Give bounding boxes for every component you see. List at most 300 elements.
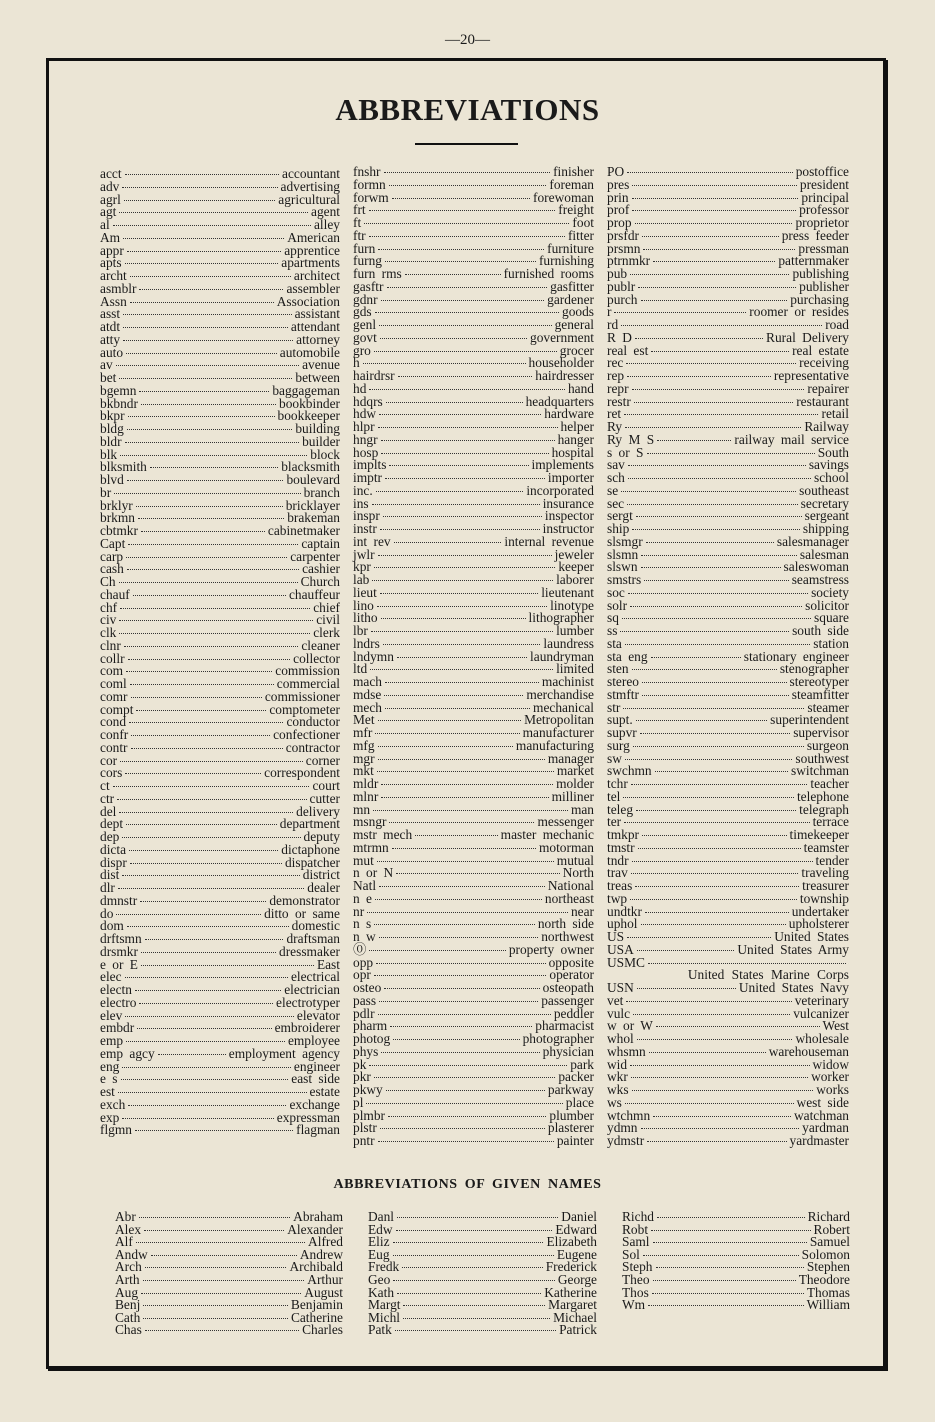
dot-leader xyxy=(384,695,523,696)
abbreviation: mdse xyxy=(353,686,382,702)
abbreviation: collr xyxy=(100,650,125,666)
abbreviation-meaning: hand xyxy=(567,380,594,396)
dot-leader xyxy=(122,875,299,876)
abbreviation-meaning: Patrick xyxy=(559,1322,597,1338)
dot-leader xyxy=(651,351,789,352)
abbreviation-meaning: pharmacist xyxy=(535,1018,594,1034)
abbreviation: elev xyxy=(100,1007,123,1023)
abbreviation-meaning: president xyxy=(799,176,849,192)
abbreviation-meaning: steamfitter xyxy=(791,686,849,702)
dot-leader xyxy=(141,404,276,405)
abbreviation: jwlr xyxy=(353,546,375,562)
abbreviation: Natl xyxy=(353,878,377,893)
abbreviation-meaning: Railway xyxy=(804,419,849,434)
abbreviation-meaning: Association xyxy=(276,293,340,309)
abbreviation-meaning: switchman xyxy=(790,763,849,779)
abbreviation: mstr mech xyxy=(353,827,413,842)
abbreviation: hdqrs xyxy=(353,393,383,409)
abbreviation: wkr xyxy=(607,1069,628,1085)
title-rule xyxy=(415,143,518,145)
abbreviation: hlpr xyxy=(353,419,375,434)
abbreviation: ct xyxy=(100,778,110,793)
abbreviation-meaning: tender xyxy=(815,852,849,868)
abbreviation: dom xyxy=(100,918,124,934)
dot-leader xyxy=(377,771,554,772)
abbreviation-meaning: telephone xyxy=(796,788,849,804)
abbreviation-meaning: Frederick xyxy=(545,1259,597,1275)
abbreviation-meaning: helper xyxy=(560,419,594,434)
abbreviation-meaning: retail xyxy=(821,406,849,422)
abbreviation: electro xyxy=(100,994,137,1010)
abbreviation-entry xyxy=(607,839,849,855)
abbreviation-meaning: department xyxy=(279,816,340,832)
dot-leader xyxy=(376,963,546,964)
abbreviation-meaning: packer xyxy=(558,1069,594,1085)
abbreviation-meaning: vulcanizer xyxy=(793,1005,849,1021)
abbreviation: plmbr xyxy=(353,1107,385,1123)
dot-leader xyxy=(632,861,813,862)
abbreviation: msngr xyxy=(353,814,387,830)
abbreviation: uphol xyxy=(607,916,638,932)
abbreviation-meaning: mechanical xyxy=(533,699,594,715)
abbreviation-meaning: peddler xyxy=(553,1005,594,1021)
dot-leader xyxy=(656,1267,804,1268)
abbreviation: forwm xyxy=(353,189,389,205)
abbreviation-meaning: hanger xyxy=(557,431,594,447)
dot-leader xyxy=(376,491,524,492)
dot-leader xyxy=(128,659,291,660)
abbreviation: tchr xyxy=(607,776,628,791)
abbreviation-meaning: internal revenue xyxy=(504,533,594,549)
abbreviation-meaning: alley xyxy=(313,217,340,232)
dot-leader xyxy=(118,888,304,889)
dot-leader xyxy=(369,950,505,951)
abbreviation: acct xyxy=(100,166,122,181)
dot-leader xyxy=(630,899,797,900)
dot-leader xyxy=(135,990,281,991)
abbreviation-meaning: linotype xyxy=(550,597,594,613)
dot-leader xyxy=(625,427,801,428)
dot-leader xyxy=(143,1280,305,1281)
dot-leader xyxy=(117,799,306,800)
abbreviation-meaning: publisher xyxy=(799,278,849,294)
abbreviation: ftr xyxy=(353,227,366,243)
dot-leader xyxy=(124,646,299,647)
abbreviation: pub xyxy=(607,266,628,281)
dot-leader xyxy=(125,773,261,774)
abbreviation-meaning: milliner xyxy=(551,788,594,804)
abbreviation: cors xyxy=(100,765,123,781)
abbreviation: tel xyxy=(607,788,621,804)
abbreviation-meaning: shipping xyxy=(802,521,849,536)
abbreviation-meaning: Church xyxy=(300,574,340,589)
abbreviation: clk xyxy=(100,625,117,640)
dot-leader xyxy=(127,251,281,252)
abbreviation: hdw xyxy=(353,406,377,422)
abbreviation-meaning: dressmaker xyxy=(279,943,340,959)
abbreviation-meaning: southwest xyxy=(795,750,849,766)
dot-leader xyxy=(145,1267,287,1268)
dot-leader xyxy=(131,735,270,736)
dot-leader xyxy=(139,391,269,392)
dot-leader xyxy=(623,708,804,709)
dot-leader xyxy=(648,963,846,964)
abbreviation-column-1 xyxy=(100,168,340,1137)
abbreviation-meaning: stereotyper xyxy=(789,674,849,689)
dot-leader xyxy=(130,302,274,303)
dot-leader xyxy=(120,608,310,609)
dot-leader xyxy=(396,873,560,874)
abbreviation-meaning: instructor xyxy=(542,521,594,536)
abbreviation-meaning: block xyxy=(310,446,340,462)
abbreviation-meaning: American xyxy=(287,229,340,245)
dot-leader xyxy=(123,340,293,341)
abbreviation-meaning: conductor xyxy=(286,714,340,730)
abbreviation: av xyxy=(100,357,113,373)
abbreviation-meaning: inspector xyxy=(544,508,594,524)
abbreviation: emp agcy xyxy=(100,1045,155,1061)
abbreviation: Steph xyxy=(622,1259,653,1275)
abbreviation: sta eng xyxy=(607,648,648,664)
abbreviation-meaning: court xyxy=(312,778,340,793)
dot-leader xyxy=(144,1230,284,1231)
abbreviation-meaning: commercial xyxy=(276,676,340,691)
dot-leader xyxy=(635,223,793,224)
dot-leader xyxy=(624,414,818,415)
dot-leader xyxy=(380,338,527,339)
abbreviation-meaning: agent xyxy=(311,204,340,220)
abbreviation: ltd xyxy=(353,661,368,677)
abbreviation-meaning: gasfitter xyxy=(550,278,594,294)
abbreviation-entry xyxy=(115,1324,343,1337)
abbreviation: prin xyxy=(607,189,629,205)
abbreviation-meaning: foot xyxy=(572,215,594,230)
dot-leader xyxy=(632,389,805,390)
abbreviation: Assn xyxy=(100,293,127,309)
dot-leader xyxy=(641,924,786,925)
dot-leader xyxy=(397,1217,558,1218)
dot-leader xyxy=(398,376,533,377)
abbreviation: dlr xyxy=(100,880,115,895)
abbreviation-entry xyxy=(353,1043,594,1059)
abbreviation: Wm xyxy=(622,1297,646,1313)
abbreviation: litho xyxy=(353,610,378,626)
dot-leader xyxy=(623,797,794,798)
abbreviation-entry xyxy=(100,780,340,793)
abbreviation: asst xyxy=(100,306,121,322)
abbreviation-meaning: laundress xyxy=(543,635,594,651)
abbreviation-meaning: blacksmith xyxy=(281,459,340,475)
dot-leader xyxy=(631,873,799,874)
abbreviation: lndymn xyxy=(353,648,394,664)
dot-leader xyxy=(625,1103,794,1104)
abbreviation-meaning: North xyxy=(562,865,594,881)
dot-leader xyxy=(126,824,277,825)
dot-leader xyxy=(375,312,559,313)
abbreviation-meaning: supervisor xyxy=(793,725,849,740)
abbreviation: ptrnmkr xyxy=(607,253,651,269)
abbreviation-meaning: baggageman xyxy=(272,382,340,398)
abbreviation: drsmkr xyxy=(100,943,138,959)
dot-leader xyxy=(145,1330,299,1331)
abbreviation-meaning: commission xyxy=(275,663,340,679)
abbreviation: ss xyxy=(607,623,618,638)
abbreviation: hosp xyxy=(353,444,379,460)
abbreviation-meaning: delivery xyxy=(296,803,340,819)
abbreviation: blvd xyxy=(100,472,124,487)
abbreviation: ret xyxy=(607,406,622,422)
dot-leader xyxy=(122,187,277,188)
abbreviation-column-2 xyxy=(353,166,594,1148)
abbreviation-meaning: employee xyxy=(287,1033,340,1048)
dot-leader xyxy=(614,312,746,313)
dot-leader xyxy=(383,516,542,517)
abbreviation: prof xyxy=(607,202,630,218)
abbreviation: Aug xyxy=(115,1284,139,1300)
dot-leader xyxy=(122,1118,273,1119)
abbreviation: civ xyxy=(100,612,117,628)
abbreviation: sergt xyxy=(607,508,633,524)
abbreviation: exch xyxy=(100,1096,126,1112)
dot-leader xyxy=(640,733,790,734)
abbreviation: mldr xyxy=(353,776,379,791)
abbreviation: kpr xyxy=(353,559,371,575)
abbreviation-meaning: branch xyxy=(303,484,340,500)
abbreviation-meaning: Solomon xyxy=(801,1246,850,1262)
dot-leader xyxy=(636,720,767,721)
abbreviation-meaning: patternmaker xyxy=(778,253,849,269)
abbreviation: ws xyxy=(607,1094,622,1110)
dot-leader xyxy=(121,1079,289,1080)
abbreviation: Michl xyxy=(368,1309,400,1325)
abbreviation: e or E xyxy=(100,956,138,972)
abbreviation-entry xyxy=(100,614,340,627)
abbreviation: pntr xyxy=(353,1133,375,1148)
abbreviation-meaning: apprentice xyxy=(284,242,340,258)
dot-leader xyxy=(627,376,771,377)
dot-leader xyxy=(390,1026,532,1027)
dot-leader xyxy=(621,491,796,492)
abbreviation-entry xyxy=(622,1299,850,1312)
abbreviation-meaning: park xyxy=(570,1056,594,1072)
abbreviation: pkwy xyxy=(353,1082,383,1097)
abbreviation-meaning: press feeder xyxy=(781,227,849,243)
dot-leader xyxy=(641,1128,800,1129)
abbreviation-entry xyxy=(607,597,849,613)
dot-leader xyxy=(648,1305,804,1306)
dot-leader xyxy=(652,1293,804,1294)
dot-leader xyxy=(113,786,310,787)
abbreviation-meaning: motorman xyxy=(538,839,594,855)
abbreviation-meaning: furnishing xyxy=(538,253,594,269)
abbreviation: Ry xyxy=(607,419,623,434)
dot-leader xyxy=(630,274,789,275)
abbreviation-meaning: gardener xyxy=(547,291,594,307)
dot-leader xyxy=(647,1141,786,1142)
abbreviation-meaning: north side xyxy=(537,916,594,932)
dot-leader xyxy=(631,1077,808,1078)
dot-leader xyxy=(123,314,292,315)
dot-leader xyxy=(632,1090,814,1091)
abbreviation-meaning: hospital xyxy=(551,444,594,460)
abbreviation-meaning: between xyxy=(295,370,340,385)
abbreviation: Benj xyxy=(115,1297,141,1313)
abbreviation-meaning: worker xyxy=(811,1069,849,1085)
abbreviation-meaning: lithographer xyxy=(528,610,594,626)
abbreviation-meaning: teamster xyxy=(803,839,849,855)
abbreviation-meaning: square xyxy=(814,610,849,626)
abbreviation-meaning: representative xyxy=(773,368,849,383)
dot-leader xyxy=(366,1103,562,1104)
abbreviation-meaning: plasterer xyxy=(547,1120,594,1136)
abbreviation-meaning: National xyxy=(547,878,594,893)
abbreviation-meaning: electrician xyxy=(284,982,340,997)
abbreviation-meaning: school xyxy=(814,470,849,485)
abbreviation: mech xyxy=(353,699,382,715)
dot-leader xyxy=(642,695,789,696)
dot-leader xyxy=(136,710,266,711)
abbreviation: stmftr xyxy=(607,686,639,702)
abbreviation-meaning: hardware xyxy=(544,406,594,422)
dot-leader xyxy=(369,210,556,211)
dot-leader xyxy=(621,325,822,326)
abbreviation-entry xyxy=(100,206,340,219)
abbreviation: furn rms xyxy=(353,266,402,281)
abbreviation-meaning: West xyxy=(822,1018,849,1034)
abbreviation: inspr xyxy=(353,508,380,524)
dot-leader xyxy=(133,595,286,596)
dot-leader xyxy=(139,289,283,290)
abbreviation-meaning: savings xyxy=(808,457,849,473)
dot-leader xyxy=(403,1318,550,1319)
dot-leader xyxy=(116,365,299,366)
abbreviation: emp xyxy=(100,1033,124,1048)
abbreviation: Andw xyxy=(115,1246,148,1262)
dot-leader xyxy=(389,822,534,823)
abbreviation-meaning: road xyxy=(825,317,849,332)
abbreviation: cash xyxy=(100,561,124,577)
dot-leader xyxy=(397,657,527,658)
dot-leader xyxy=(378,1141,554,1142)
abbreviation: smstrs xyxy=(607,572,642,587)
abbreviation: surg xyxy=(607,737,630,753)
abbreviation: adv xyxy=(100,178,120,194)
dot-leader xyxy=(625,644,810,645)
abbreviation: embdr xyxy=(100,1020,135,1036)
abbreviation-meaning: engineer xyxy=(293,1058,340,1074)
abbreviation: lab xyxy=(353,572,370,587)
abbreviation-meaning: Metropolitan xyxy=(524,712,594,728)
abbreviation: sw xyxy=(607,750,622,766)
dot-leader xyxy=(130,863,282,864)
abbreviation-meaning: bricklayer xyxy=(285,497,340,513)
abbreviation-meaning: near xyxy=(570,903,594,919)
dot-leader xyxy=(653,1280,796,1281)
abbreviation: stereo xyxy=(607,674,639,689)
abbreviation: ydmstr xyxy=(607,1133,645,1148)
dot-leader xyxy=(125,174,279,175)
abbreviation-meaning: United States Army xyxy=(737,941,849,957)
abbreviation-meaning: keeper xyxy=(558,559,594,575)
dot-leader xyxy=(381,300,545,301)
abbreviation-meaning: west side xyxy=(796,1094,849,1110)
dot-leader xyxy=(151,1255,297,1256)
abbreviation-meaning: manufacturing xyxy=(515,737,594,753)
abbreviation-meaning: William xyxy=(806,1297,850,1313)
dot-leader xyxy=(369,236,565,237)
abbreviation: apts xyxy=(100,255,122,271)
abbreviation-meaning: market xyxy=(556,763,594,779)
abbreviation: PO xyxy=(607,164,625,179)
dot-leader xyxy=(371,631,553,632)
abbreviation: dept xyxy=(100,816,124,832)
dot-leader xyxy=(402,1267,542,1268)
abbreviation-meaning: manager xyxy=(547,750,594,766)
abbreviation-meaning: molder xyxy=(556,776,594,791)
dot-leader xyxy=(397,1293,541,1294)
abbreviation-meaning: assistant xyxy=(294,306,340,322)
abbreviation-meaning: Theodore xyxy=(798,1271,850,1287)
abbreviation: se xyxy=(607,482,619,498)
abbreviation-meaning: stationary engineer xyxy=(743,648,849,664)
dot-leader xyxy=(130,276,291,277)
abbreviation-meaning: undertaker xyxy=(791,903,849,919)
dot-leader xyxy=(140,901,266,902)
abbreviation: supt. xyxy=(607,712,633,728)
abbreviation: est xyxy=(100,1084,115,1099)
abbreviation-meaning: finisher xyxy=(553,164,594,179)
abbreviation-meaning: merchandise xyxy=(526,686,594,702)
abbreviation-entry xyxy=(100,767,340,780)
abbreviation: twp xyxy=(607,890,628,906)
abbreviation: prop xyxy=(607,215,632,230)
abbreviation-meaning: August xyxy=(304,1284,343,1300)
abbreviation-meaning: cabinetmaker xyxy=(267,523,340,538)
abbreviation: treas xyxy=(607,878,633,893)
abbreviation: carp xyxy=(100,548,124,564)
dot-leader xyxy=(641,300,788,301)
abbreviation-meaning: Eugene xyxy=(556,1246,597,1262)
abbreviation: Alex xyxy=(115,1221,142,1237)
abbreviation-meaning: clerk xyxy=(313,625,340,640)
abbreviation: hd xyxy=(353,380,367,396)
abbreviation-meaning: brakeman xyxy=(287,510,340,526)
abbreviation: n e xyxy=(353,890,372,906)
abbreviation-meaning: terrace xyxy=(812,814,849,830)
abbreviation: pdlr xyxy=(353,1005,375,1021)
abbreviation: mn xyxy=(353,801,371,817)
abbreviation: eng xyxy=(100,1058,120,1074)
dot-leader xyxy=(116,914,261,915)
dot-leader xyxy=(633,1014,790,1015)
page-number: —20— xyxy=(445,32,490,48)
abbreviation: sta xyxy=(607,635,622,651)
abbreviation: Ry M S xyxy=(607,431,655,447)
dot-leader xyxy=(396,1230,553,1231)
abbreviation: mlnr xyxy=(353,788,379,804)
dot-leader xyxy=(643,1255,799,1256)
dot-leader xyxy=(637,988,736,989)
dot-leader xyxy=(363,363,526,364)
page-title: ABBREVIATIONS xyxy=(335,92,600,127)
abbreviation-meaning: comptometer xyxy=(269,701,340,717)
abbreviation: instr xyxy=(353,521,377,536)
abbreviation: phys xyxy=(353,1043,379,1059)
abbreviation: dicta xyxy=(100,841,127,857)
abbreviation-meaning: plumber xyxy=(549,1107,594,1123)
dot-leader xyxy=(141,952,276,953)
abbreviation: pres xyxy=(607,176,630,192)
